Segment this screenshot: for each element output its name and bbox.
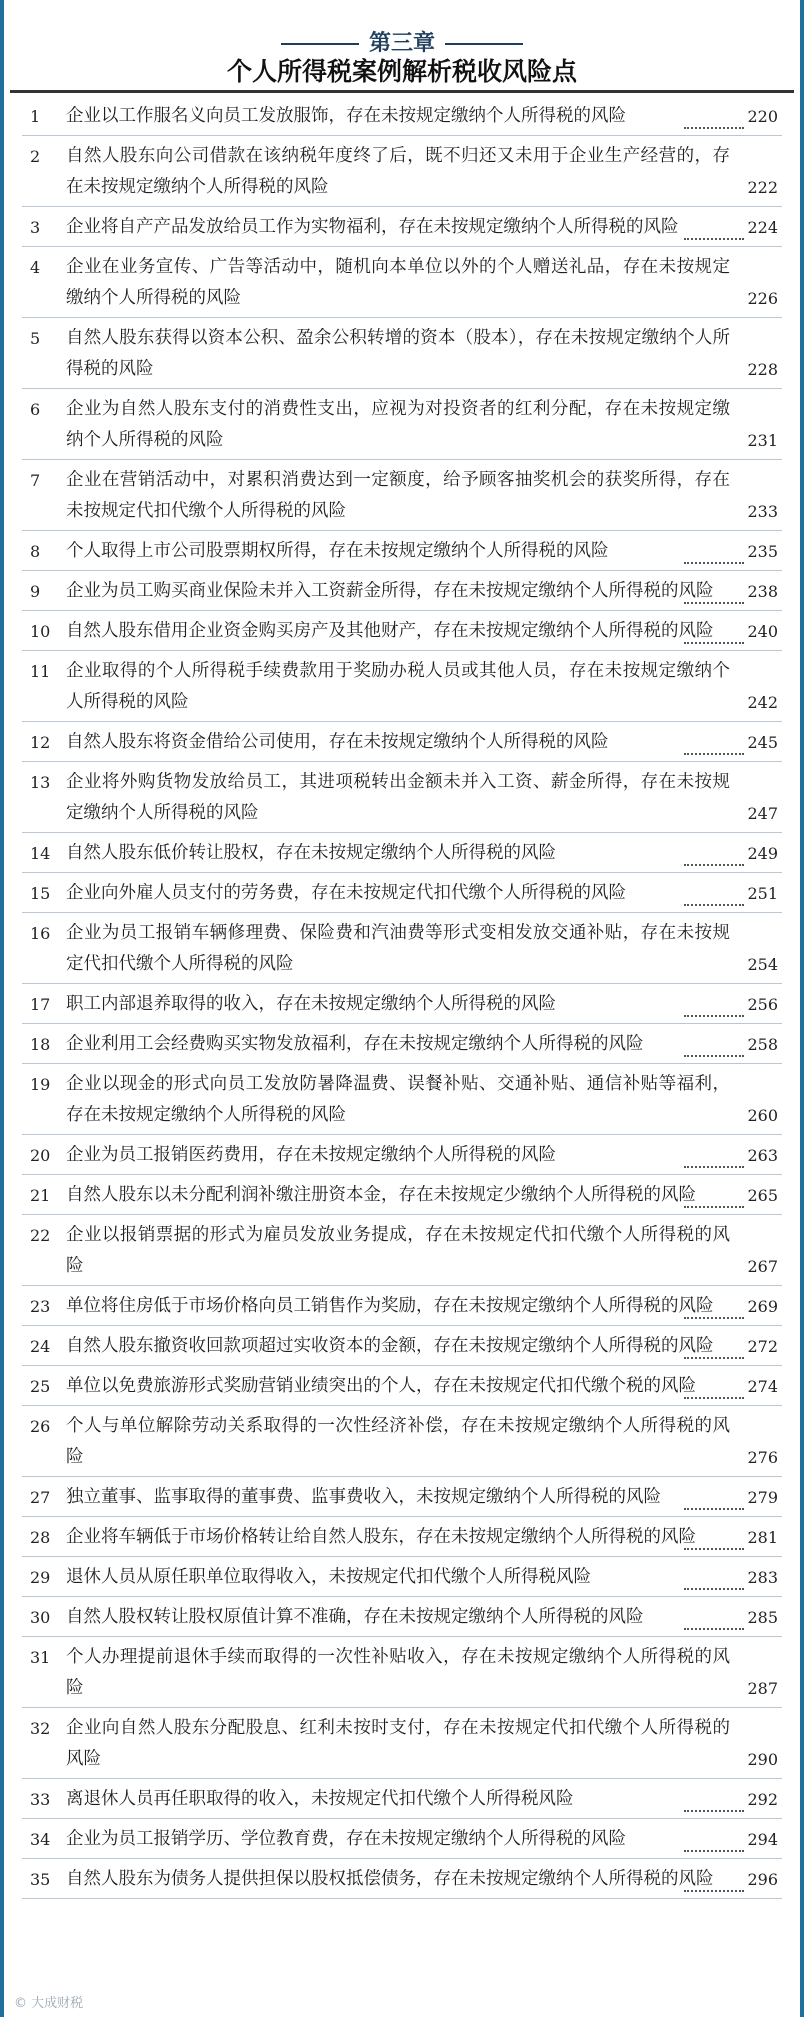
- entry-title: 个人与单位解除劳动关系取得的一次性经济补偿，存在未按规定缴纳个人所得税的风险: [66, 1416, 730, 1467]
- entry-page-number: 231: [747, 431, 778, 450]
- toc-entry[interactable]: [22, 531, 782, 571]
- dot-leader: [684, 904, 744, 906]
- entry-title: 单位以免费旅游形式奖励营销业绩突出的个人，存在未按规定代扣代缴个税的风险: [66, 1376, 696, 1396]
- entry-title: 企业在业务宣传、广告等活动中，随机向本单位以外的个人赠送礼品，存在未按规定缴纳个人所得税的风险: [66, 257, 730, 308]
- toc-entry[interactable]: [22, 1326, 782, 1366]
- entry-number: 13: [30, 773, 51, 792]
- dot-leader: [684, 562, 744, 564]
- entry-page-number: 233: [747, 502, 778, 521]
- chapter-label: 第三章: [368, 30, 435, 56]
- entry-title: 企业为员工报销车辆修理费、保险费和汽油费等形式变相发放交通补贴，存在未按规定代扣代缴个人所得税的风险: [66, 923, 730, 974]
- entry-title: 自然人股东将资金借给公司使用，存在未按规定缴纳个人所得税的风险: [66, 732, 609, 752]
- toc-entry[interactable]: [22, 1819, 782, 1859]
- entry-title: 自然人股东为债务人提供担保以股权抵偿债务，存在未按规定缴纳个人所得税的风险: [66, 1869, 714, 1889]
- toc-entry[interactable]: [22, 762, 782, 833]
- entry-number: 30: [30, 1608, 51, 1627]
- dot-leader: [684, 127, 744, 129]
- entry-number: 34: [30, 1830, 51, 1849]
- entry-title: 自然人股东获得以资本公积、盈余公积转增的资本（股本），存在未按规定缴纳个人所得税的风险: [66, 328, 730, 379]
- entry-page-number: 265: [747, 1186, 778, 1205]
- dot-leader: [684, 1548, 744, 1550]
- entry-number: 10: [30, 622, 51, 641]
- toc-entry[interactable]: [22, 1637, 782, 1708]
- entry-number: 7: [30, 471, 41, 490]
- entry-page-number: 274: [747, 1377, 778, 1396]
- entry-title: 企业为员工报销学历、学位教育费，存在未按规定缴纳个人所得税的风险: [66, 1829, 626, 1849]
- entry-page-number: 247: [747, 804, 778, 823]
- dot-leader: [684, 1810, 744, 1812]
- entry-title: 企业取得的个人所得税手续费款用于奖励办税人员或其他人员，存在未按规定缴纳个人所得税的风险: [66, 661, 730, 712]
- toc-entry[interactable]: [22, 571, 782, 611]
- entry-page-number: 272: [747, 1337, 778, 1356]
- entry-page-number: 256: [747, 995, 778, 1014]
- toc-entry[interactable]: [22, 1597, 782, 1637]
- entry-title: 自然人股东低价转让股权，存在未按规定缴纳个人所得税的风险: [66, 843, 556, 863]
- dot-leader: [684, 1015, 744, 1017]
- dot-leader: [684, 1206, 744, 1208]
- toc-entry[interactable]: [22, 1064, 782, 1135]
- entry-number: 25: [30, 1377, 51, 1396]
- dot-leader: [684, 864, 744, 866]
- toc-entry[interactable]: [22, 460, 782, 531]
- entry-page-number: 260: [747, 1106, 778, 1125]
- entry-title: 企业以现金的形式向员工发放防暑降温费、误餐补贴、交通补贴、通信补贴等福利，存在未按规定缴纳个人所得税的风险: [66, 1074, 730, 1125]
- toc-entry[interactable]: [22, 984, 782, 1024]
- entry-page-number: 238: [747, 582, 778, 601]
- dot-leader: [684, 1508, 744, 1510]
- dot-leader: [684, 1055, 744, 1057]
- entry-number: 4: [30, 258, 41, 277]
- entry-page-number: 290: [747, 1750, 778, 1769]
- entry-title: 企业在营销活动中，对累积消费达到一定额度，给予顾客抽奖机会的获奖所得，存在未按规定代扣代缴个人所得税的风险: [66, 470, 730, 521]
- title-divider: [10, 90, 794, 93]
- dot-leader: [684, 642, 744, 644]
- entry-number: 29: [30, 1568, 51, 1587]
- entry-page-number: 228: [747, 360, 778, 379]
- entry-number: 6: [30, 400, 41, 419]
- entry-number: 23: [30, 1297, 51, 1316]
- entry-number: 21: [30, 1186, 51, 1205]
- entry-page-number: 249: [747, 844, 778, 863]
- dot-leader: [684, 753, 744, 755]
- entry-title: 自然人股权转让股权原值计算不准确，存在未按规定缴纳个人所得税的风险: [66, 1607, 644, 1627]
- toc-entry[interactable]: [22, 96, 782, 136]
- toc-entry[interactable]: [22, 651, 782, 722]
- entry-number: 31: [30, 1648, 51, 1667]
- entry-number: 27: [30, 1488, 51, 1507]
- entry-title: 单位将住房低于市场价格向员工销售作为奖励，存在未按规定缴纳个人所得税的风险: [66, 1296, 714, 1316]
- entry-number: 9: [30, 582, 41, 601]
- dot-leader: [684, 1588, 744, 1590]
- dot-leader: [684, 1397, 744, 1399]
- toc-entry[interactable]: [22, 1024, 782, 1064]
- entry-page-number: 240: [747, 622, 778, 641]
- entry-number: 18: [30, 1035, 51, 1054]
- entry-number: 32: [30, 1719, 51, 1738]
- entry-page-number: 287: [747, 1679, 778, 1698]
- entry-page-number: 245: [747, 733, 778, 752]
- entry-title: 企业将车辆低于市场价格转让给自然人股东，存在未按规定缴纳个人所得税的风险: [66, 1527, 696, 1547]
- dot-leader: [684, 1628, 744, 1630]
- entry-page-number: 258: [747, 1035, 778, 1054]
- toc-entry[interactable]: [22, 389, 782, 460]
- entry-page-number: 235: [747, 542, 778, 561]
- entry-title: 自然人股东以未分配利润补缴注册资本金，存在未按规定少缴纳个人所得税的风险: [66, 1185, 696, 1205]
- entry-title: 企业为员工报销医药费用，存在未按规定缴纳个人所得税的风险: [66, 1145, 556, 1165]
- entry-page-number: 226: [747, 289, 778, 308]
- toc-entry[interactable]: [22, 833, 782, 873]
- entry-title: 企业向外雇人员支付的劳务费，存在未按规定代扣代缴个人所得税的风险: [66, 883, 626, 903]
- entry-page-number: 220: [747, 107, 778, 126]
- entry-page-number: 294: [747, 1830, 778, 1849]
- entry-page-number: 263: [747, 1146, 778, 1165]
- toc-entry[interactable]: [22, 1366, 782, 1406]
- entry-number: 28: [30, 1528, 51, 1547]
- right-bar: [445, 43, 523, 45]
- toc-entry[interactable]: [22, 136, 782, 207]
- toc-entry[interactable]: [22, 913, 782, 984]
- dot-leader: [684, 1890, 744, 1892]
- entry-page-number: 279: [747, 1488, 778, 1507]
- toc-entry[interactable]: [22, 1477, 782, 1517]
- entry-title: 职工内部退养取得的收入，存在未按规定缴纳个人所得税的风险: [66, 994, 556, 1014]
- toc-entry[interactable]: [22, 1215, 782, 1286]
- entry-number: 3: [30, 218, 41, 237]
- entry-page-number: 242: [747, 693, 778, 712]
- entry-number: 19: [30, 1075, 51, 1094]
- left-bar: [281, 43, 359, 45]
- entry-page-number: 222: [747, 178, 778, 197]
- entry-title: 自然人股东借用企业资金购买房产及其他财产，存在未按规定缴纳个人所得税的风险: [66, 621, 714, 641]
- dot-leader: [684, 1166, 744, 1168]
- entry-title: 企业向自然人股东分配股息、红利未按时支付，存在未按规定代扣代缴个人所得税的风险: [66, 1718, 730, 1769]
- entry-page-number: 281: [747, 1528, 778, 1547]
- toc-entry[interactable]: [22, 1557, 782, 1597]
- entry-number: 2: [30, 147, 41, 166]
- entry-title: 企业利用工会经费购买实物发放福利，存在未按规定缴纳个人所得税的风险: [66, 1034, 644, 1054]
- entry-number: 12: [30, 733, 51, 752]
- toc-list: [4, 96, 800, 1899]
- toc-entry[interactable]: [22, 1406, 782, 1477]
- entry-page-number: 224: [747, 218, 778, 237]
- dot-leader: [684, 602, 744, 604]
- entry-page-number: 296: [747, 1870, 778, 1889]
- toc-entry[interactable]: [22, 207, 782, 247]
- entry-number: 11: [30, 662, 51, 681]
- toc-entry[interactable]: [22, 318, 782, 389]
- entry-title: 自然人股东撤资收回款项超过实收资本的金额，存在未按规定缴纳个人所得税的风险: [66, 1336, 714, 1356]
- toc-entry[interactable]: [22, 1708, 782, 1779]
- entry-number: 26: [30, 1417, 51, 1436]
- entry-number: 16: [30, 924, 51, 943]
- toc-entry[interactable]: [22, 611, 782, 651]
- dot-leader: [684, 1850, 744, 1852]
- entry-page-number: 292: [747, 1790, 778, 1809]
- entry-number: 15: [30, 884, 51, 903]
- entry-page-number: 251: [747, 884, 778, 903]
- entry-title: 退休人员从原任职单位取得收入，未按规定代扣代缴个人所得税风险: [66, 1567, 591, 1587]
- entry-number: 17: [30, 995, 51, 1014]
- entry-title: 离退休人员再任职取得的收入，未按规定代扣代缴个人所得税风险: [66, 1789, 574, 1809]
- dot-leader: [684, 1357, 744, 1359]
- entry-title: 企业将外购货物发放给员工，其进项税转出金额未并入工资、薪金所得，存在未按规定缴纳个人所得税的风险: [66, 772, 730, 823]
- toc-entry[interactable]: [22, 1175, 782, 1215]
- entry-page-number: 285: [747, 1608, 778, 1627]
- entry-page-number: 254: [747, 955, 778, 974]
- dot-leader: [684, 238, 744, 240]
- entry-title: 个人取得上市公司股票期权所得，存在未按规定缴纳个人所得税的风险: [66, 541, 609, 561]
- toc-entry[interactable]: [22, 1859, 782, 1899]
- toc-entry[interactable]: [22, 1779, 782, 1819]
- entry-page-number: 267: [747, 1257, 778, 1276]
- chapter-header: [4, 0, 800, 100]
- entry-title: 独立董事、监事取得的董事费、监事费收入，未按规定缴纳个人所得税的风险: [66, 1487, 661, 1507]
- entry-number: 33: [30, 1790, 51, 1809]
- entry-number: 20: [30, 1146, 51, 1165]
- entry-number: 14: [30, 844, 51, 863]
- entry-page-number: 276: [747, 1448, 778, 1467]
- toc-entry[interactable]: [22, 1135, 782, 1175]
- entry-number: 35: [30, 1870, 51, 1889]
- entry-number: 8: [30, 542, 41, 561]
- page-title: 个人所得税案例解析税收风险点: [226, 57, 577, 86]
- toc-entry[interactable]: [22, 1286, 782, 1326]
- dot-leader: [684, 1317, 744, 1319]
- entry-page-number: 269: [747, 1297, 778, 1316]
- entry-title: 个人办理提前退休手续而取得的一次性补贴收入，存在未按规定缴纳个人所得税的风险: [66, 1647, 730, 1698]
- entry-page-number: 283: [747, 1568, 778, 1587]
- entry-title: 企业以工作服名义向员工发放服饰，存在未按规定缴纳个人所得税的风险: [66, 106, 626, 126]
- watermark: © 大成财税: [14, 1996, 84, 2011]
- toc-entry[interactable]: [22, 873, 782, 913]
- entry-number: 5: [30, 329, 41, 348]
- entry-number: 22: [30, 1226, 51, 1245]
- entry-title: 自然人股东向公司借款在该纳税年度终了后，既不归还又未用于企业生产经营的，存在未按规定缴纳个人所得税的风险: [66, 146, 730, 197]
- entry-title: 企业为自然人股东支付的消费性支出，应视为对投资者的红利分配，存在未按规定缴纳个人所得税的风险: [66, 399, 730, 450]
- entry-title: 企业以报销票据的形式为雇员发放业务提成，存在未按规定代扣代缴个人所得税的风险: [66, 1225, 730, 1276]
- entry-title: 企业将自产产品发放给员工作为实物福利，存在未按规定缴纳个人所得税的风险: [66, 217, 679, 237]
- toc-entry[interactable]: [22, 247, 782, 318]
- toc-entry[interactable]: [22, 1517, 782, 1557]
- toc-entry[interactable]: [22, 722, 782, 762]
- entry-title: 企业为员工购买商业保险未并入工资薪金所得，存在未按规定缴纳个人所得税的风险: [66, 581, 714, 601]
- entry-number: 1: [30, 107, 41, 126]
- entry-number: 24: [30, 1337, 51, 1356]
